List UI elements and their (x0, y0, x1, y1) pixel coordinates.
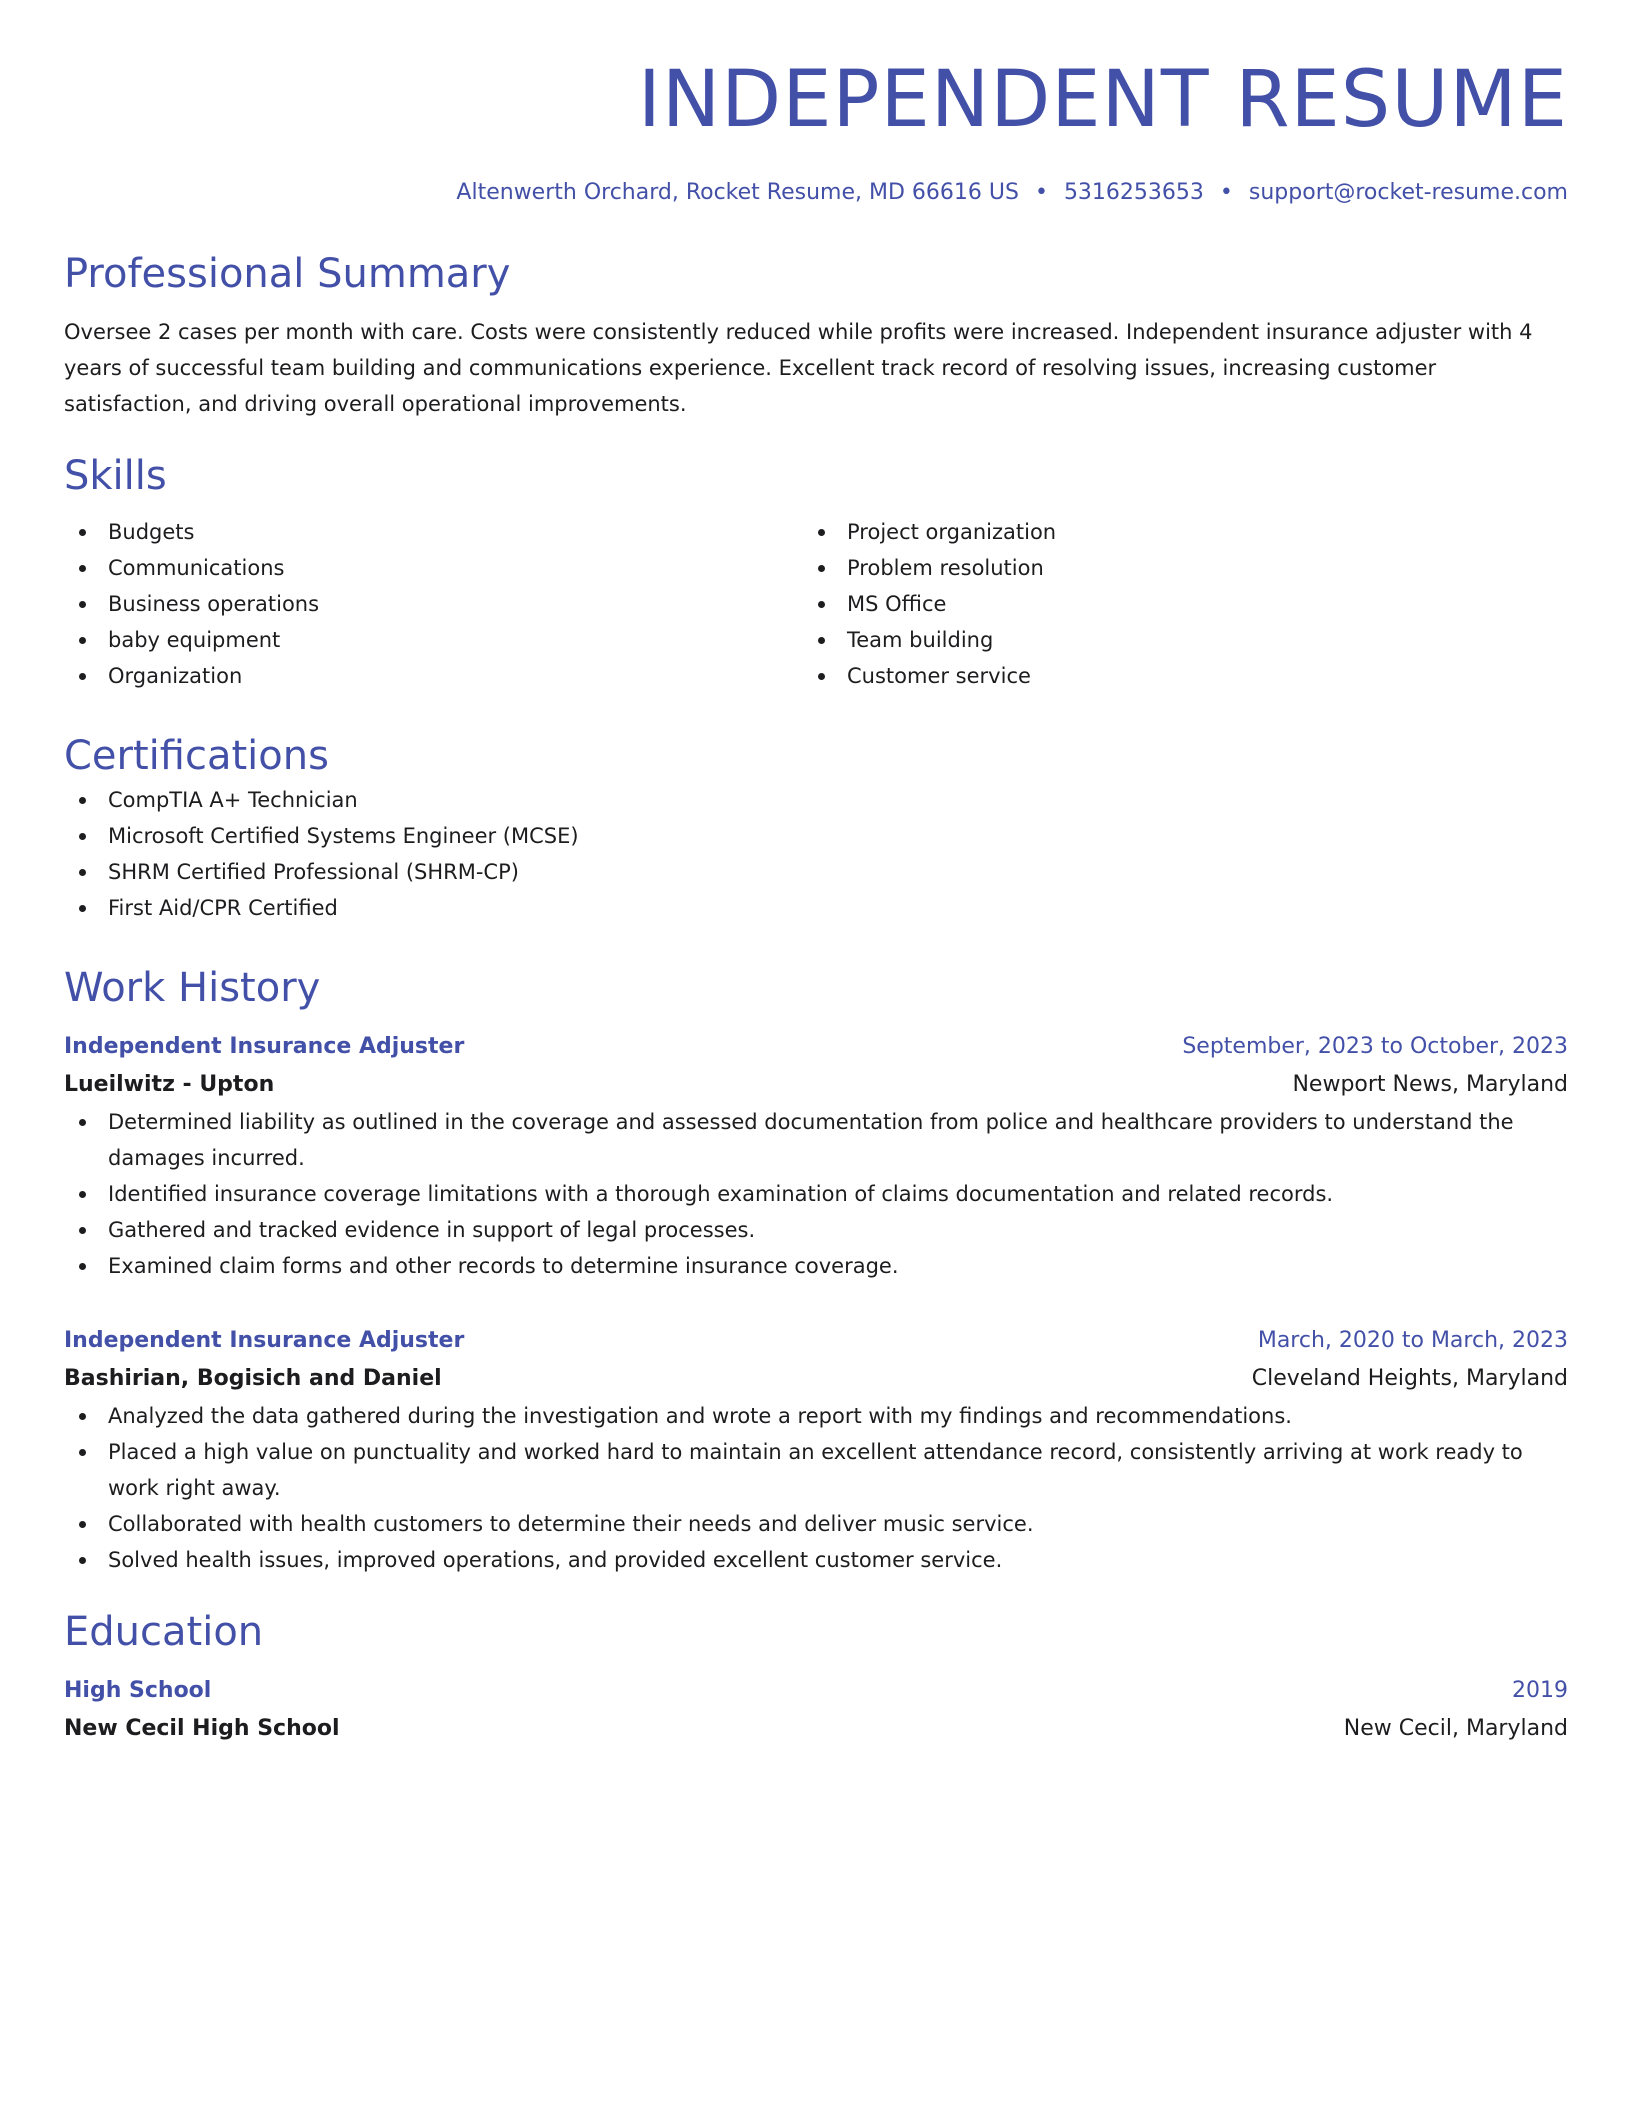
skill-item (803, 550, 1568, 586)
duty-item (64, 1434, 1568, 1506)
certification-item (64, 890, 1568, 926)
skill-label: Business operations (108, 592, 320, 616)
duty-item (64, 1248, 1568, 1284)
bullet-icon (79, 1413, 86, 1420)
duty-text: Collaborated with health customers to determine their needs and deliver music service. (108, 1512, 1034, 1536)
bullet-icon (818, 601, 825, 608)
duty-item (64, 1542, 1568, 1578)
duty-text: Examined claim forms and other records to determine insurance coverage. (108, 1254, 899, 1278)
bullet-icon (79, 1557, 86, 1564)
job-company-row (64, 1360, 1568, 1398)
skill-label: Communications (108, 556, 285, 580)
job-duties-list (64, 1104, 1568, 1284)
bullet-icon (79, 905, 86, 912)
skill-item (803, 514, 1568, 550)
bullet-icon (79, 601, 86, 608)
resume-header (64, 0, 1568, 208)
job-company: Lueilwitz - Upton (64, 1072, 275, 1097)
skill-label: Problem resolution (847, 556, 1044, 580)
bullet-icon (79, 1191, 86, 1198)
skill-item (803, 586, 1568, 622)
bullet-icon (79, 1449, 86, 1456)
bullet-icon (79, 637, 86, 644)
duty-item (64, 1104, 1568, 1176)
job-entry (64, 1322, 1568, 1578)
certification-item (64, 818, 1568, 854)
certification-label: CompTIA A+ Technician (108, 788, 358, 812)
duty-text: Solved health issues, improved operations, and provided excellent customer service. (108, 1548, 1003, 1572)
bullet-icon (79, 529, 86, 536)
job-title: Independent Insurance Adjuster (64, 1034, 465, 1059)
summary-text: Oversee 2 cases per month with care. Costs were consistently reduced while profits were increased. Independent insurance adjuster with 4 years of successful team building and communications experience. Excellent track record of resolving issues, increasing customer satisfaction, and driving overall operational improvements. (64, 320, 1533, 416)
certification-label: First Aid/CPR Certified (108, 896, 338, 920)
certification-item (64, 782, 1568, 818)
job-duties-list (64, 1398, 1568, 1578)
education-school-row (64, 1710, 1568, 1748)
bullet-icon (818, 529, 825, 536)
duty-item (64, 1176, 1568, 1212)
skills-heading: Skills (64, 453, 167, 499)
bullet-icon (79, 833, 86, 840)
skills-list-right (803, 514, 1568, 694)
skill-label: baby equipment (108, 628, 281, 652)
job-dates: March, 2020 to March, 2023 (1257, 1328, 1568, 1353)
certification-label: SHRM Certified Professional (SHRM-CP) (108, 860, 519, 884)
contact-phone: 5316253653 (1063, 180, 1204, 205)
bullet-icon (79, 1227, 86, 1234)
skill-item (64, 622, 803, 658)
certifications-heading: Certifications (64, 733, 329, 779)
education-degree: High School (64, 1678, 212, 1703)
skill-item (64, 586, 803, 622)
contact-line (64, 178, 1568, 208)
job-location: Cleveland Heights, Maryland (1251, 1366, 1568, 1391)
education-heading: Education (64, 1609, 264, 1655)
bullet-icon (818, 565, 825, 572)
skill-item (64, 550, 803, 586)
bullet-icon (79, 565, 86, 572)
bullet-icon (79, 797, 86, 804)
skill-item (803, 658, 1568, 694)
duty-item (64, 1506, 1568, 1542)
duty-text: Gathered and tracked evidence in support of legal processes. (108, 1218, 756, 1242)
contact-separator: • (1219, 180, 1233, 205)
job-location: Newport News, Maryland (1292, 1072, 1568, 1097)
bullet-icon (79, 1119, 86, 1126)
skill-item (64, 514, 803, 550)
job-company: Bashirian, Bogisich and Daniel (64, 1366, 442, 1391)
certification-item (64, 854, 1568, 890)
resume-name: INDEPENDENT RESUME (637, 55, 1568, 145)
duty-text: Identified insurance coverage limitations with a thorough examination of claims documentation and related records. (108, 1182, 1334, 1206)
certification-label: Microsoft Certified Systems Engineer (MCSE) (108, 824, 579, 848)
skill-item (64, 658, 803, 694)
skills-grid (64, 514, 1568, 694)
education-entry (64, 1672, 1568, 1748)
skill-label: MS Office (847, 592, 947, 616)
education-location: New Cecil, Maryland (1343, 1716, 1568, 1741)
bullet-icon (818, 637, 825, 644)
skill-label: Customer service (847, 664, 1031, 688)
job-header-row (64, 1322, 1568, 1360)
skill-item (803, 622, 1568, 658)
work-history-heading: Work History (64, 965, 321, 1011)
skills-list-left (64, 514, 803, 694)
contact-address: Altenwerth Orchard, Rocket Resume, MD 66616 US (456, 180, 1019, 205)
skill-label: Budgets (108, 520, 195, 544)
duty-item (64, 1212, 1568, 1248)
skill-label: Project organization (847, 520, 1057, 544)
skill-label: Team building (847, 628, 994, 652)
job-entry (64, 1028, 1568, 1284)
contact-email: support@rocket-resume.com (1248, 180, 1568, 205)
bullet-icon (79, 673, 86, 680)
education-year: 2019 (1512, 1678, 1568, 1703)
job-title: Independent Insurance Adjuster (64, 1328, 465, 1353)
skill-label: Organization (108, 664, 243, 688)
summary-heading: Professional Summary (64, 251, 511, 297)
duty-text: Analyzed the data gathered during the investigation and wrote a report with my findings and recommendations. (108, 1404, 1292, 1428)
bullet-icon (79, 869, 86, 876)
job-dates: September, 2023 to October, 2023 (1182, 1034, 1568, 1059)
education-school: New Cecil High School (64, 1716, 340, 1741)
bullet-icon (79, 1263, 86, 1270)
duty-text: Placed a high value on punctuality and worked hard to maintain an excellent attendance record, consistently arriving at work ready to work right away. (108, 1440, 1523, 1500)
job-company-row (64, 1066, 1568, 1104)
contact-separator: • (1034, 180, 1048, 205)
education-header-row (64, 1672, 1568, 1710)
duty-text: Determined liability as outlined in the coverage and assessed documentation from police and healthcare providers to understand the damages incurred. (108, 1110, 1514, 1170)
certifications-list (64, 782, 1568, 926)
job-header-row (64, 1028, 1568, 1066)
bullet-icon (79, 1521, 86, 1528)
bullet-icon (818, 673, 825, 680)
duty-item (64, 1398, 1568, 1434)
